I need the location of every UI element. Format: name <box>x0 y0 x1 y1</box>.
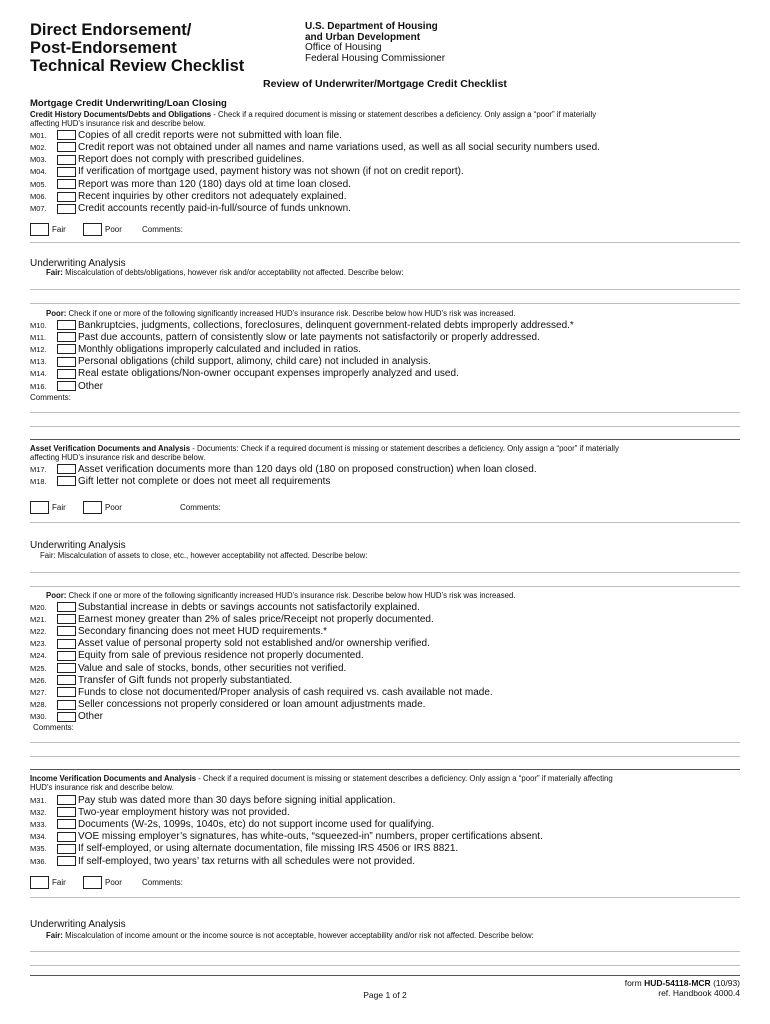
title-line-2: Post-Endorsement <box>30 39 177 57</box>
uw1-fair-label: Fair: <box>46 268 63 277</box>
item-checkbox[interactable] <box>57 807 76 817</box>
item-code: M22. <box>30 626 47 636</box>
item-code: M02. <box>30 142 47 152</box>
uw1-comment-line-2[interactable] <box>30 426 740 427</box>
uw1-poor-desc: Check if one or more of the following significantly increased HUD’s insurance risk. Describe below how HUD’s risk was increased. <box>66 309 516 318</box>
income-item-m36[interactable] <box>30 855 415 867</box>
uw2-fair-text: Fair: Miscalculation of assets to close, etc., however acceptability not affected. Describe below: <box>40 551 368 560</box>
asset-item-m17[interactable] <box>30 463 537 475</box>
item-code: M11. <box>30 332 47 342</box>
income-fair-option[interactable] <box>30 876 66 889</box>
item-checkbox[interactable] <box>57 626 76 636</box>
agency-line-3: Office of Housing <box>305 42 382 53</box>
item-code: M26. <box>30 675 47 685</box>
uw1-item-m11[interactable] <box>30 331 540 343</box>
credit-item-m03[interactable] <box>30 154 304 166</box>
item-checkbox[interactable] <box>57 130 76 140</box>
item-checkbox[interactable] <box>57 651 76 661</box>
item-text: Bankruptcies, judgments, collections, foreclosures, delinquent government-related debts improperly addressed.* <box>78 319 574 331</box>
handbook-ref: ref. Handbook 4000.4 <box>658 988 740 998</box>
item-text: Pay stub was dated more than 30 days before signing initial application. <box>78 794 396 806</box>
form-date: (10/93) <box>710 978 740 988</box>
uw3-fair-text <box>46 931 534 940</box>
item-code: M28. <box>30 700 47 710</box>
item-checkbox[interactable] <box>57 602 76 612</box>
item-code: M10. <box>30 320 47 330</box>
item-checkbox[interactable] <box>57 142 76 152</box>
item-checkbox[interactable] <box>57 204 76 214</box>
item-text: Report does not comply with prescribed guidelines. <box>78 154 305 166</box>
item-code: M30. <box>30 712 47 722</box>
uw2-item-m28[interactable] <box>30 699 425 711</box>
uw2-item-m30[interactable] <box>30 711 103 723</box>
uw1-fair-line-2[interactable] <box>30 303 740 304</box>
credit-item-m01[interactable] <box>30 129 342 141</box>
income-comment-line[interactable] <box>30 897 740 898</box>
item-code: M21. <box>30 614 47 624</box>
item-checkbox[interactable] <box>57 614 76 624</box>
item-code: M36. <box>30 856 47 866</box>
item-code: M18. <box>30 476 47 486</box>
asset-subheading: Asset Verification Documents and Analysis <box>30 444 191 453</box>
item-text: Credit report was not obtained under all names and name variations used, as well as all social security numbers used. <box>78 141 600 153</box>
asset-poor-checkbox[interactable] <box>83 501 102 514</box>
income-item-m35[interactable] <box>30 843 458 855</box>
item-checkbox[interactable] <box>57 795 76 805</box>
item-text: If self-employed, or using alternate documentation, file missing IRS 4506 or IRS 8821. <box>78 843 459 855</box>
uw3-fair-desc: Miscalculation of income amount or the income source is not acceptable, however acceptability and/or risk not affected. Describe below: <box>62 931 534 940</box>
page-number: Page 1 of 2 <box>363 990 407 1000</box>
item-text: Other <box>78 711 104 723</box>
credit-instructions <box>30 110 745 128</box>
item-text: If verification of mortgage used, payment history was not shown (if not on credit report). <box>78 166 464 178</box>
credit-item-m06[interactable] <box>30 191 347 203</box>
item-checkbox[interactable] <box>57 844 76 854</box>
income-item-m32[interactable] <box>30 806 290 818</box>
income-instructions-text-2: HUD’s insurance risk and describe below. <box>30 783 174 792</box>
item-checkbox[interactable] <box>57 712 76 722</box>
item-code: M17. <box>30 464 47 474</box>
item-checkbox[interactable] <box>57 639 76 649</box>
item-code: M24. <box>30 651 47 661</box>
item-code: M31. <box>30 795 47 805</box>
item-text: Report was more than 120 (180) days old at time loan closed. <box>78 178 351 190</box>
income-item-m34[interactable] <box>30 831 543 843</box>
review-title: Review of Underwriter/Mortgage Credit Checklist <box>263 78 507 90</box>
item-checkbox[interactable] <box>57 179 76 189</box>
income-comments-label: Comments: <box>142 878 183 887</box>
item-code: M12. <box>30 344 47 354</box>
item-checkbox[interactable] <box>57 369 76 379</box>
asset-instructions-text-2: affecting HUD’s insurance risk and describe below. <box>30 453 206 462</box>
uw2-item-m27[interactable] <box>30 686 493 698</box>
item-text: Copies of all credit reports were not submitted with loan file. <box>78 129 343 141</box>
credit-fair-label: Fair <box>52 225 66 234</box>
credit-instructions-text: - Check if a required document is missing or statement describes a deficiency. Only assign a “poor” if materially <box>211 110 597 119</box>
item-checkbox[interactable] <box>57 167 76 177</box>
item-text: Value and sale of stocks, bonds, other securities not verified. <box>78 662 347 674</box>
item-code: M23. <box>30 639 47 649</box>
item-text: Earnest money greater than 2% of sales price/Receipt not properly documented. <box>78 613 434 625</box>
credit-instructions-text-2: affecting HUD’s insurance risk and describe below. <box>30 119 206 128</box>
uw3-fair-line-2[interactable] <box>30 965 740 966</box>
asset-poor-label: Poor <box>105 503 122 512</box>
item-checkbox[interactable] <box>57 464 76 474</box>
agency-line-1: U.S. Department of Housing <box>305 21 438 32</box>
credit-poor-label: Poor <box>105 225 122 234</box>
uw3-fair-line-1[interactable] <box>30 951 740 952</box>
item-text: Recent inquiries by other creditors not adequately explained. <box>78 191 347 202</box>
item-checkbox[interactable] <box>57 192 76 202</box>
uw1-item-m10[interactable] <box>30 319 574 331</box>
item-text: Substantial increase in debts or savings accounts not satisfactorily explained. <box>78 601 420 613</box>
uw2-item-m23[interactable] <box>30 638 430 650</box>
asset-instructions <box>30 444 745 462</box>
item-checkbox[interactable] <box>57 155 76 165</box>
item-code: M14. <box>30 369 47 379</box>
item-text: Past due accounts, pattern of consistently slow or late payments not satisfactorily or properly addressed. <box>78 331 540 343</box>
uw1-heading: Underwriting Analysis <box>30 258 126 269</box>
item-checkbox[interactable] <box>57 856 76 866</box>
credit-item-m04[interactable] <box>30 166 464 178</box>
uw2-heading: Underwriting Analysis <box>30 540 126 551</box>
uw1-fair-text <box>46 268 403 277</box>
item-text: Asset verification documents more than 120 days old (180 on proposed construction) when loan closed. <box>78 463 537 475</box>
asset-instructions-text: - Documents: Check if a required document is missing or statement describes a deficiency. Only assign a “poor” if materially <box>190 444 619 453</box>
title-line-1: Direct Endorsement/ <box>30 21 192 39</box>
uw1-item-m14[interactable] <box>30 368 459 380</box>
uw1-fair-desc: Miscalculation of debts/obligations, however risk and/or acceptability not affected. Describe below: <box>62 268 404 277</box>
uw1-item-m13[interactable] <box>30 356 431 368</box>
credit-comment-line[interactable] <box>30 242 740 243</box>
form-title <box>30 21 244 75</box>
agency-line-2: and Urban Development <box>305 31 421 43</box>
item-code: M35. <box>30 844 47 854</box>
item-checkbox[interactable] <box>57 381 76 391</box>
item-text: Asset value of personal property sold not established and/or ownership verified. <box>78 638 430 650</box>
uw1-fair-line-1[interactable] <box>30 289 740 290</box>
asset-item-m18[interactable] <box>30 475 330 487</box>
item-checkbox[interactable] <box>57 320 76 330</box>
item-text: Funds to close not documented/Proper analysis of cash required vs. cash available not made. <box>78 686 493 698</box>
footer-divider <box>30 975 740 976</box>
item-code: M32. <box>30 807 47 817</box>
item-code: M01. <box>30 130 47 140</box>
asset-fair-checkbox[interactable] <box>30 501 49 514</box>
income-fair-label: Fair <box>52 878 66 887</box>
uw2-item-m20[interactable] <box>30 601 420 613</box>
uw2-item-m22[interactable] <box>30 625 327 637</box>
item-text: Two-year employment history was not provided. <box>78 806 290 818</box>
asset-fair-option[interactable] <box>30 501 66 514</box>
item-code: M05. <box>30 179 47 189</box>
uw2-poor-desc: Check if one or more of the following significantly increased HUD’s insurance risk. Describe below how HUD’s risk was increased. <box>66 591 516 600</box>
item-code: M04. <box>30 167 47 177</box>
credit-poor-checkbox[interactable] <box>83 223 102 236</box>
item-checkbox[interactable] <box>57 700 76 710</box>
income-section-divider <box>30 769 740 770</box>
item-checkbox[interactable] <box>57 476 76 486</box>
uw2-item-m25[interactable] <box>30 662 346 674</box>
uw2-poor-label: Poor: <box>46 591 67 600</box>
uw1-poor-label: Poor: <box>46 309 67 318</box>
uw1-poor-text <box>46 309 515 318</box>
item-code: M20. <box>30 602 47 612</box>
uw2-comment-line-1[interactable] <box>30 742 740 743</box>
credit-heading: Mortgage Credit Underwriting/Loan Closing <box>30 98 227 109</box>
item-code: M34. <box>30 832 47 842</box>
uw1-item-m12[interactable] <box>30 343 361 355</box>
item-text: Documents (W-2s, 1099s, 1040s, etc) do not support income used for qualifying. <box>78 818 435 830</box>
uw2-fair-line-2[interactable] <box>30 586 740 587</box>
income-poor-checkbox[interactable] <box>83 876 102 889</box>
agency-block <box>305 22 445 64</box>
credit-item-m02[interactable] <box>30 141 600 153</box>
item-code: M27. <box>30 687 47 697</box>
asset-section-divider <box>30 439 740 440</box>
income-poor-option[interactable] <box>83 876 122 889</box>
form-code: HUD-54118-MCR <box>644 978 711 988</box>
credit-poor-option[interactable] <box>83 223 122 236</box>
uw1-comments-label: Comments: <box>30 393 71 402</box>
asset-comment-line[interactable] <box>30 522 740 523</box>
item-checkbox[interactable] <box>57 819 76 829</box>
income-instructions-text: - Check if a required document is missing or statement describes a deficiency. Only assign a “poor” if materially affecting <box>196 774 613 783</box>
uw1-comment-line-1[interactable] <box>30 412 740 413</box>
item-checkbox[interactable] <box>57 357 76 367</box>
item-code: M06. <box>30 192 47 201</box>
item-text: Equity from sale of previous residence not properly documented. <box>78 650 364 662</box>
uw2-item-m24[interactable] <box>30 650 364 662</box>
item-text: Seller concessions not properly considered or loan amount adjustments made. <box>78 699 426 711</box>
income-instructions <box>30 774 745 792</box>
asset-poor-option[interactable] <box>83 501 122 514</box>
uw1-item-m16[interactable] <box>30 380 103 392</box>
credit-fair-checkbox[interactable] <box>30 223 49 236</box>
item-code: M07. <box>30 204 47 214</box>
item-checkbox[interactable] <box>57 687 76 697</box>
item-text: Real estate obligations/Non-owner occupant expenses improperly analyzed and used. <box>78 368 459 380</box>
uw2-comments-label: Comments: <box>33 723 74 732</box>
credit-subheading: Credit History Documents/Debts and Obligations <box>30 110 212 119</box>
item-text: Transfer of Gift funds not properly substantiated. <box>78 674 293 686</box>
item-text: Other <box>78 380 104 392</box>
item-text: If self-employed, two years’ tax returns with all schedules were not provided. <box>78 855 416 867</box>
uw2-fair-line-1[interactable] <box>30 572 740 573</box>
credit-fair-option[interactable] <box>30 223 66 236</box>
credit-comments-label: Comments: <box>142 225 183 234</box>
item-text: Credit accounts recently paid-in-full/source of funds unknown. <box>78 203 351 215</box>
item-text: Monthly obligations improperly calculated and included in ratios. <box>78 343 361 355</box>
item-checkbox[interactable] <box>57 332 76 342</box>
income-poor-label: Poor <box>105 878 122 887</box>
item-text: Gift letter not complete or does not meet all requirements <box>78 475 331 487</box>
asset-fair-label: Fair <box>52 503 66 512</box>
item-code: M03. <box>30 155 47 165</box>
item-code: M16. <box>30 381 47 391</box>
agency-line-4: Federal Housing Commissioner <box>305 52 446 64</box>
income-item-m31[interactable] <box>30 794 395 806</box>
income-fair-checkbox[interactable] <box>30 876 49 889</box>
uw2-item-m26[interactable] <box>30 674 292 686</box>
item-code: M33. <box>30 819 47 829</box>
form-id <box>625 978 740 988</box>
item-text: Personal obligations (child support, alimony, child care) not included in analysis. <box>78 356 431 368</box>
credit-item-m05[interactable] <box>30 178 351 190</box>
income-item-m33[interactable] <box>30 818 434 830</box>
item-checkbox[interactable] <box>57 675 76 685</box>
asset-comments-label: Comments: <box>180 503 221 512</box>
credit-item-m07[interactable] <box>30 203 351 215</box>
item-checkbox[interactable] <box>57 344 76 354</box>
item-code: M13. <box>30 357 47 367</box>
uw2-item-m21[interactable] <box>30 613 434 625</box>
item-text: VOE missing employer’s signatures, has white-outs, “squeezed-in” numbers, proper certifications absent. <box>78 831 543 843</box>
title-line-3: Technical Review Checklist <box>30 57 245 75</box>
uw2-comment-line-2[interactable] <box>30 756 740 757</box>
item-code: M25. <box>30 663 47 673</box>
item-checkbox[interactable] <box>57 832 76 842</box>
uw3-fair-label: Fair: <box>46 931 63 940</box>
item-checkbox[interactable] <box>57 663 76 673</box>
form-prefix: form <box>624 978 645 988</box>
income-subheading: Income Verification Documents and Analysis <box>30 774 197 783</box>
uw2-poor-text <box>46 591 515 600</box>
uw3-heading: Underwriting Analysis <box>30 919 126 930</box>
item-text: Secondary financing does not meet HUD requirements.* <box>78 625 328 637</box>
